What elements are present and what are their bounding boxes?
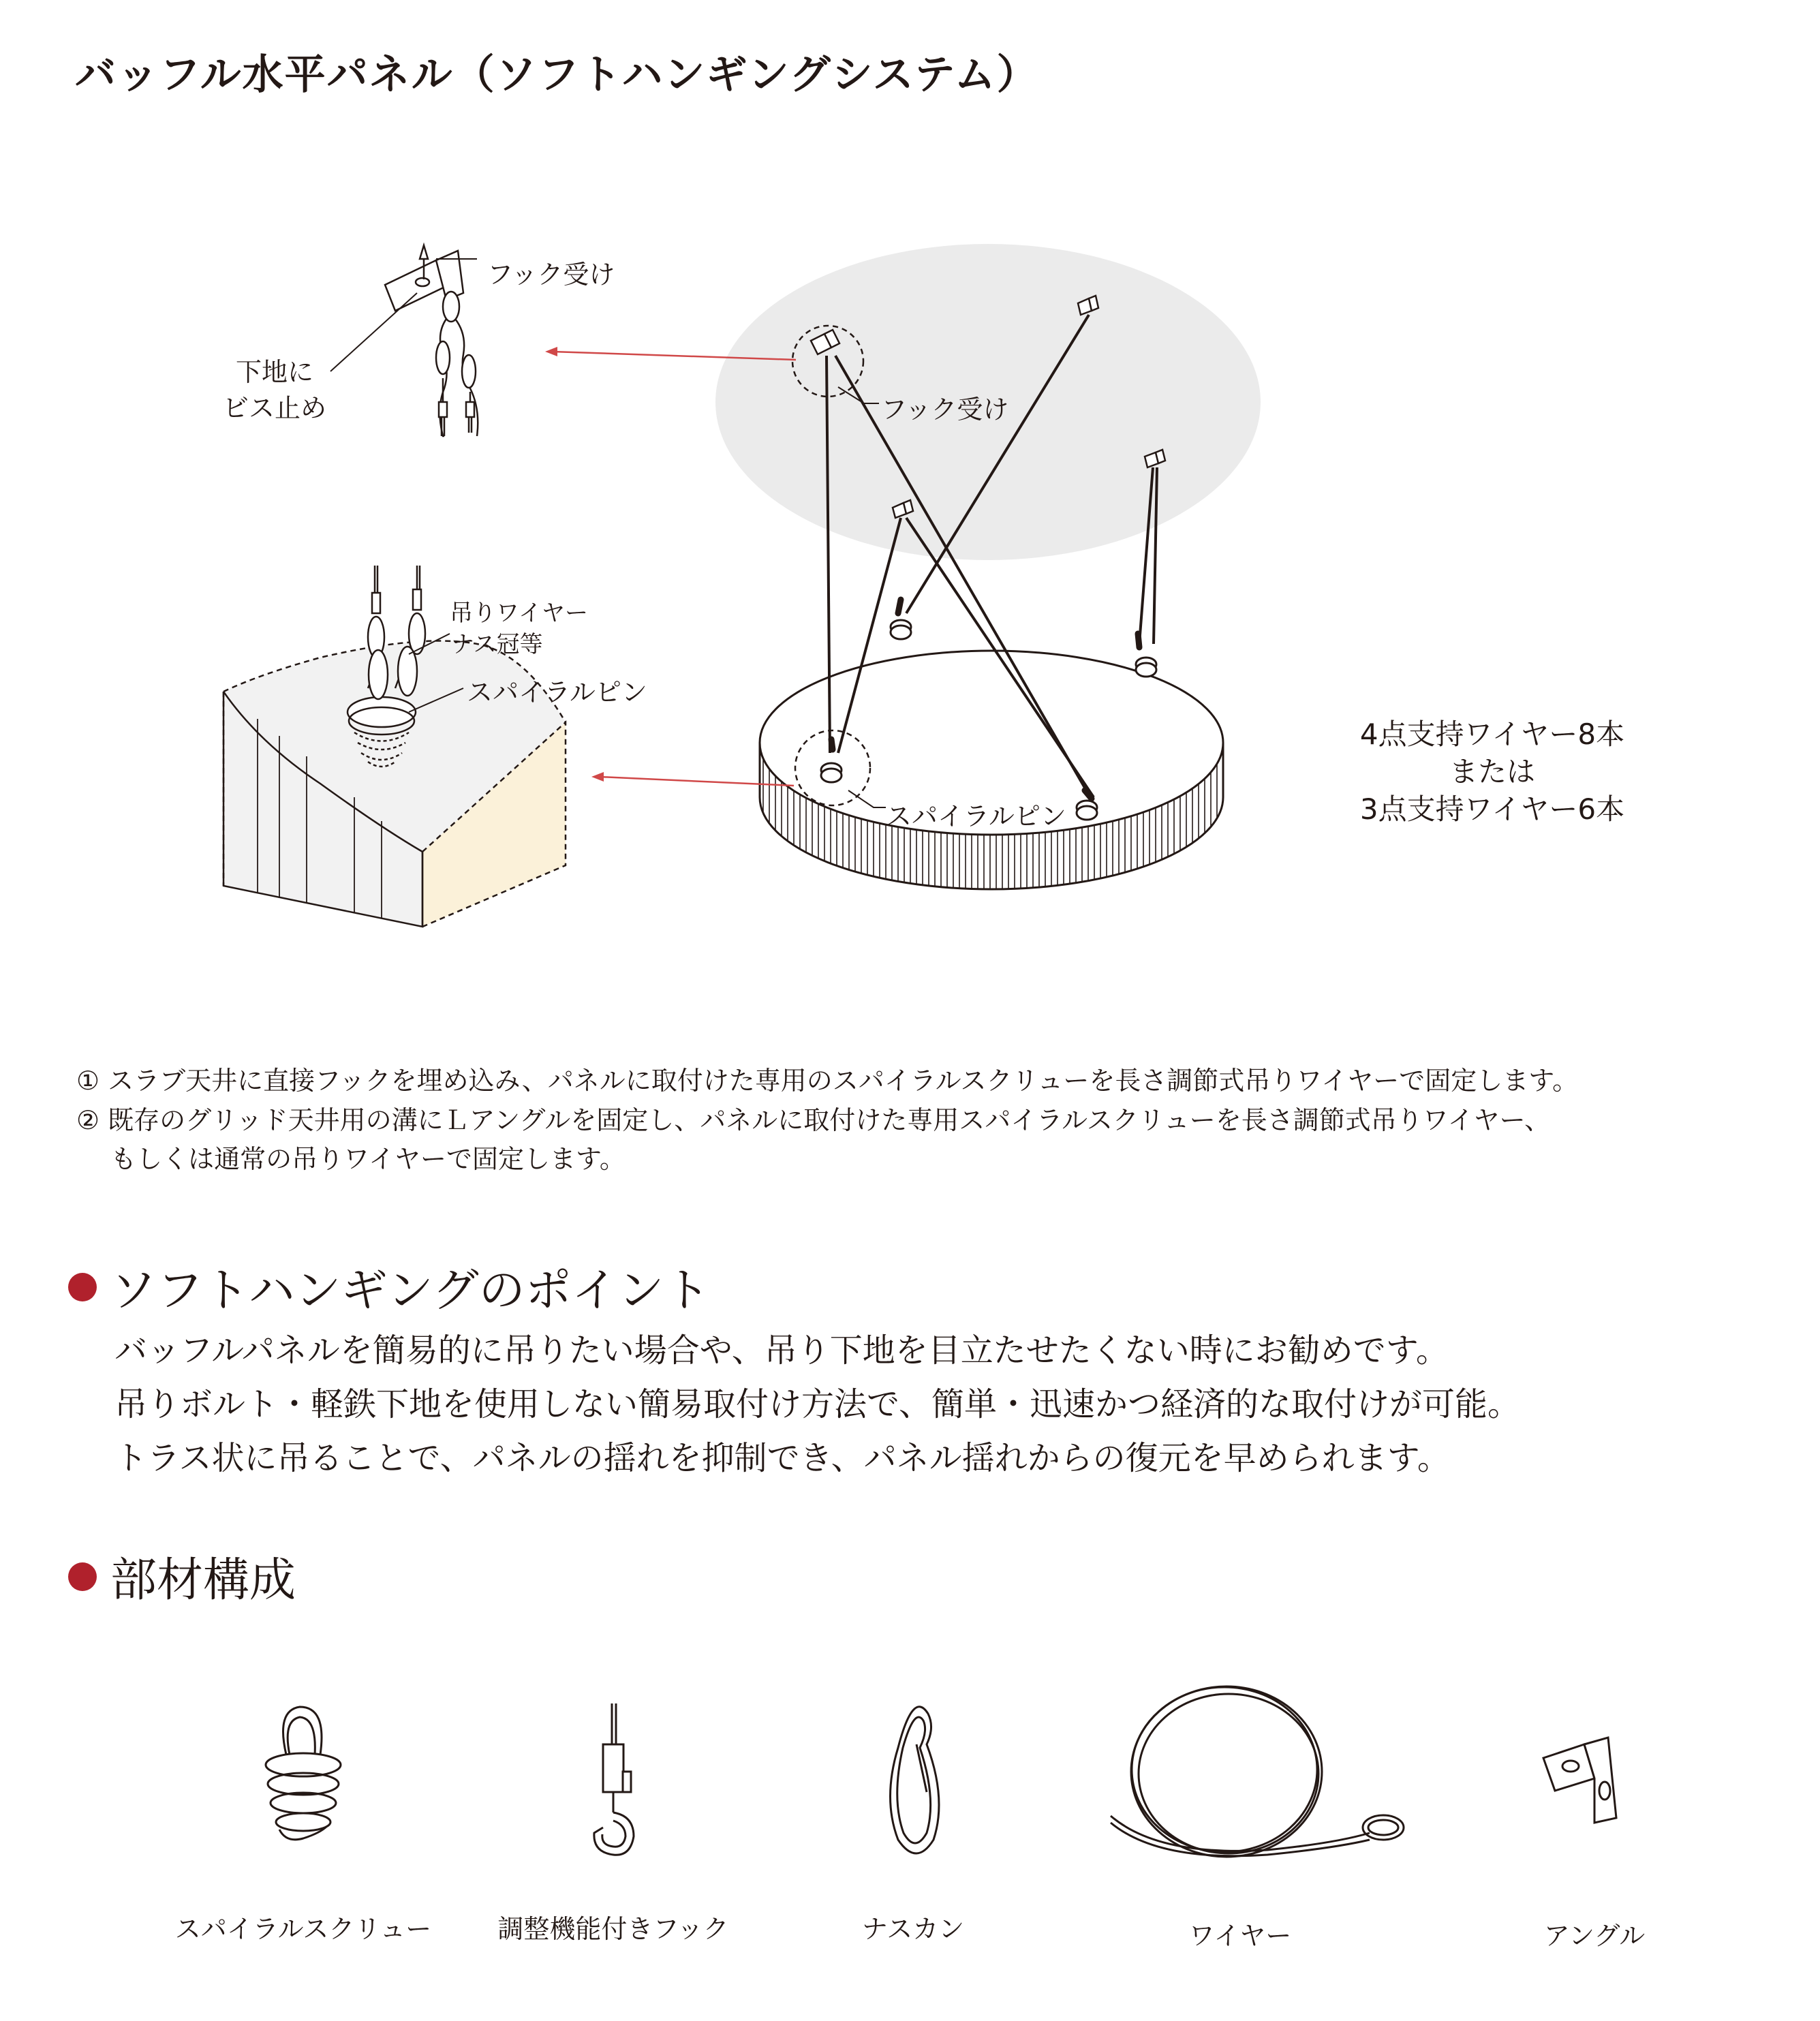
red-bullet-icon (68, 1562, 97, 1591)
page-title: バッフル水平パネル（ソフトハンギングシステム） (75, 51, 1039, 99)
support-line3: 3点支持ワイヤー6本 (1359, 792, 1625, 826)
screw-fix-label-line2: ビス止め (222, 393, 326, 423)
part-label-angle: アングル (1543, 1921, 1646, 1951)
spiral-pin-main-label: スパイラルピン (886, 801, 1066, 831)
hook-receiver-main-label: フック受け (881, 395, 1009, 425)
points-line-1: バッフルパネルを簡易的に吊りたい場合や、吊り下地を目立たせたくない時にお勧めです。 (114, 1331, 1449, 1370)
hook-receiver-detail (330, 245, 478, 436)
part-label-adjustable-hook: 調整機能付きフック (497, 1914, 729, 1944)
parts-illustrations (0, 1669, 1820, 1894)
red-bullet-icon (68, 1273, 97, 1301)
points-line-2: 吊りボルト・軽鉄下地を使用しない簡易取付け方法で、簡単・迅速かつ経済的な取付けが可能。 (114, 1385, 1521, 1423)
points-heading-text: ソフトハンギングのポイント (110, 1264, 711, 1318)
note-1: ① スラブ天井に直接フックを埋め込み、パネルに取付けた専用のスパイラルスクリューを長さ調節式吊りワイヤーで固定します。 (76, 1066, 1579, 1096)
parts-heading-text: 部材構成 (110, 1554, 296, 1607)
part-label-spiral-screw: スパイラルスクリュー (174, 1914, 432, 1944)
wire-label-line1: 吊りワイヤー (450, 600, 588, 627)
spiral-pin-detail-label: スパイラルピン (467, 677, 647, 707)
angle-bracket-icon (1543, 1738, 1616, 1823)
hook-receiver-detail-label: フック受け (487, 260, 615, 290)
note-2: ② 既存のグリッド天井用の溝にＬアングルを固定し、パネルに取付けた専用スパイラルスクリューを長さ調節式吊りワイヤー、 (76, 1105, 1551, 1135)
screw-fix-label-line1: 下地に (235, 357, 313, 387)
part-label-snap-hook: ナスカン (861, 1914, 965, 1944)
note-3: もしくは通常の吊りワイヤーで固定します。 (76, 1144, 626, 1174)
wire-coil-icon (1111, 1686, 1404, 1857)
points-heading (68, 1254, 711, 1320)
support-line2: または (1449, 755, 1535, 788)
spiral-screw-icon (266, 1707, 341, 1840)
support-line1: 4点支持ワイヤー8本 (1359, 718, 1625, 751)
wire-label-line2: ナス冠等 (451, 631, 543, 658)
snap-hook-icon (891, 1707, 940, 1853)
adjustable-hook-icon (594, 1703, 634, 1855)
points-line-3: トラス状に吊ることで、パネルの揺れを抑制でき、パネル揺れからの復元を早められます。 (114, 1439, 1450, 1477)
part-label-wire: ワイヤー (1188, 1921, 1292, 1951)
parts-heading (68, 1543, 296, 1609)
